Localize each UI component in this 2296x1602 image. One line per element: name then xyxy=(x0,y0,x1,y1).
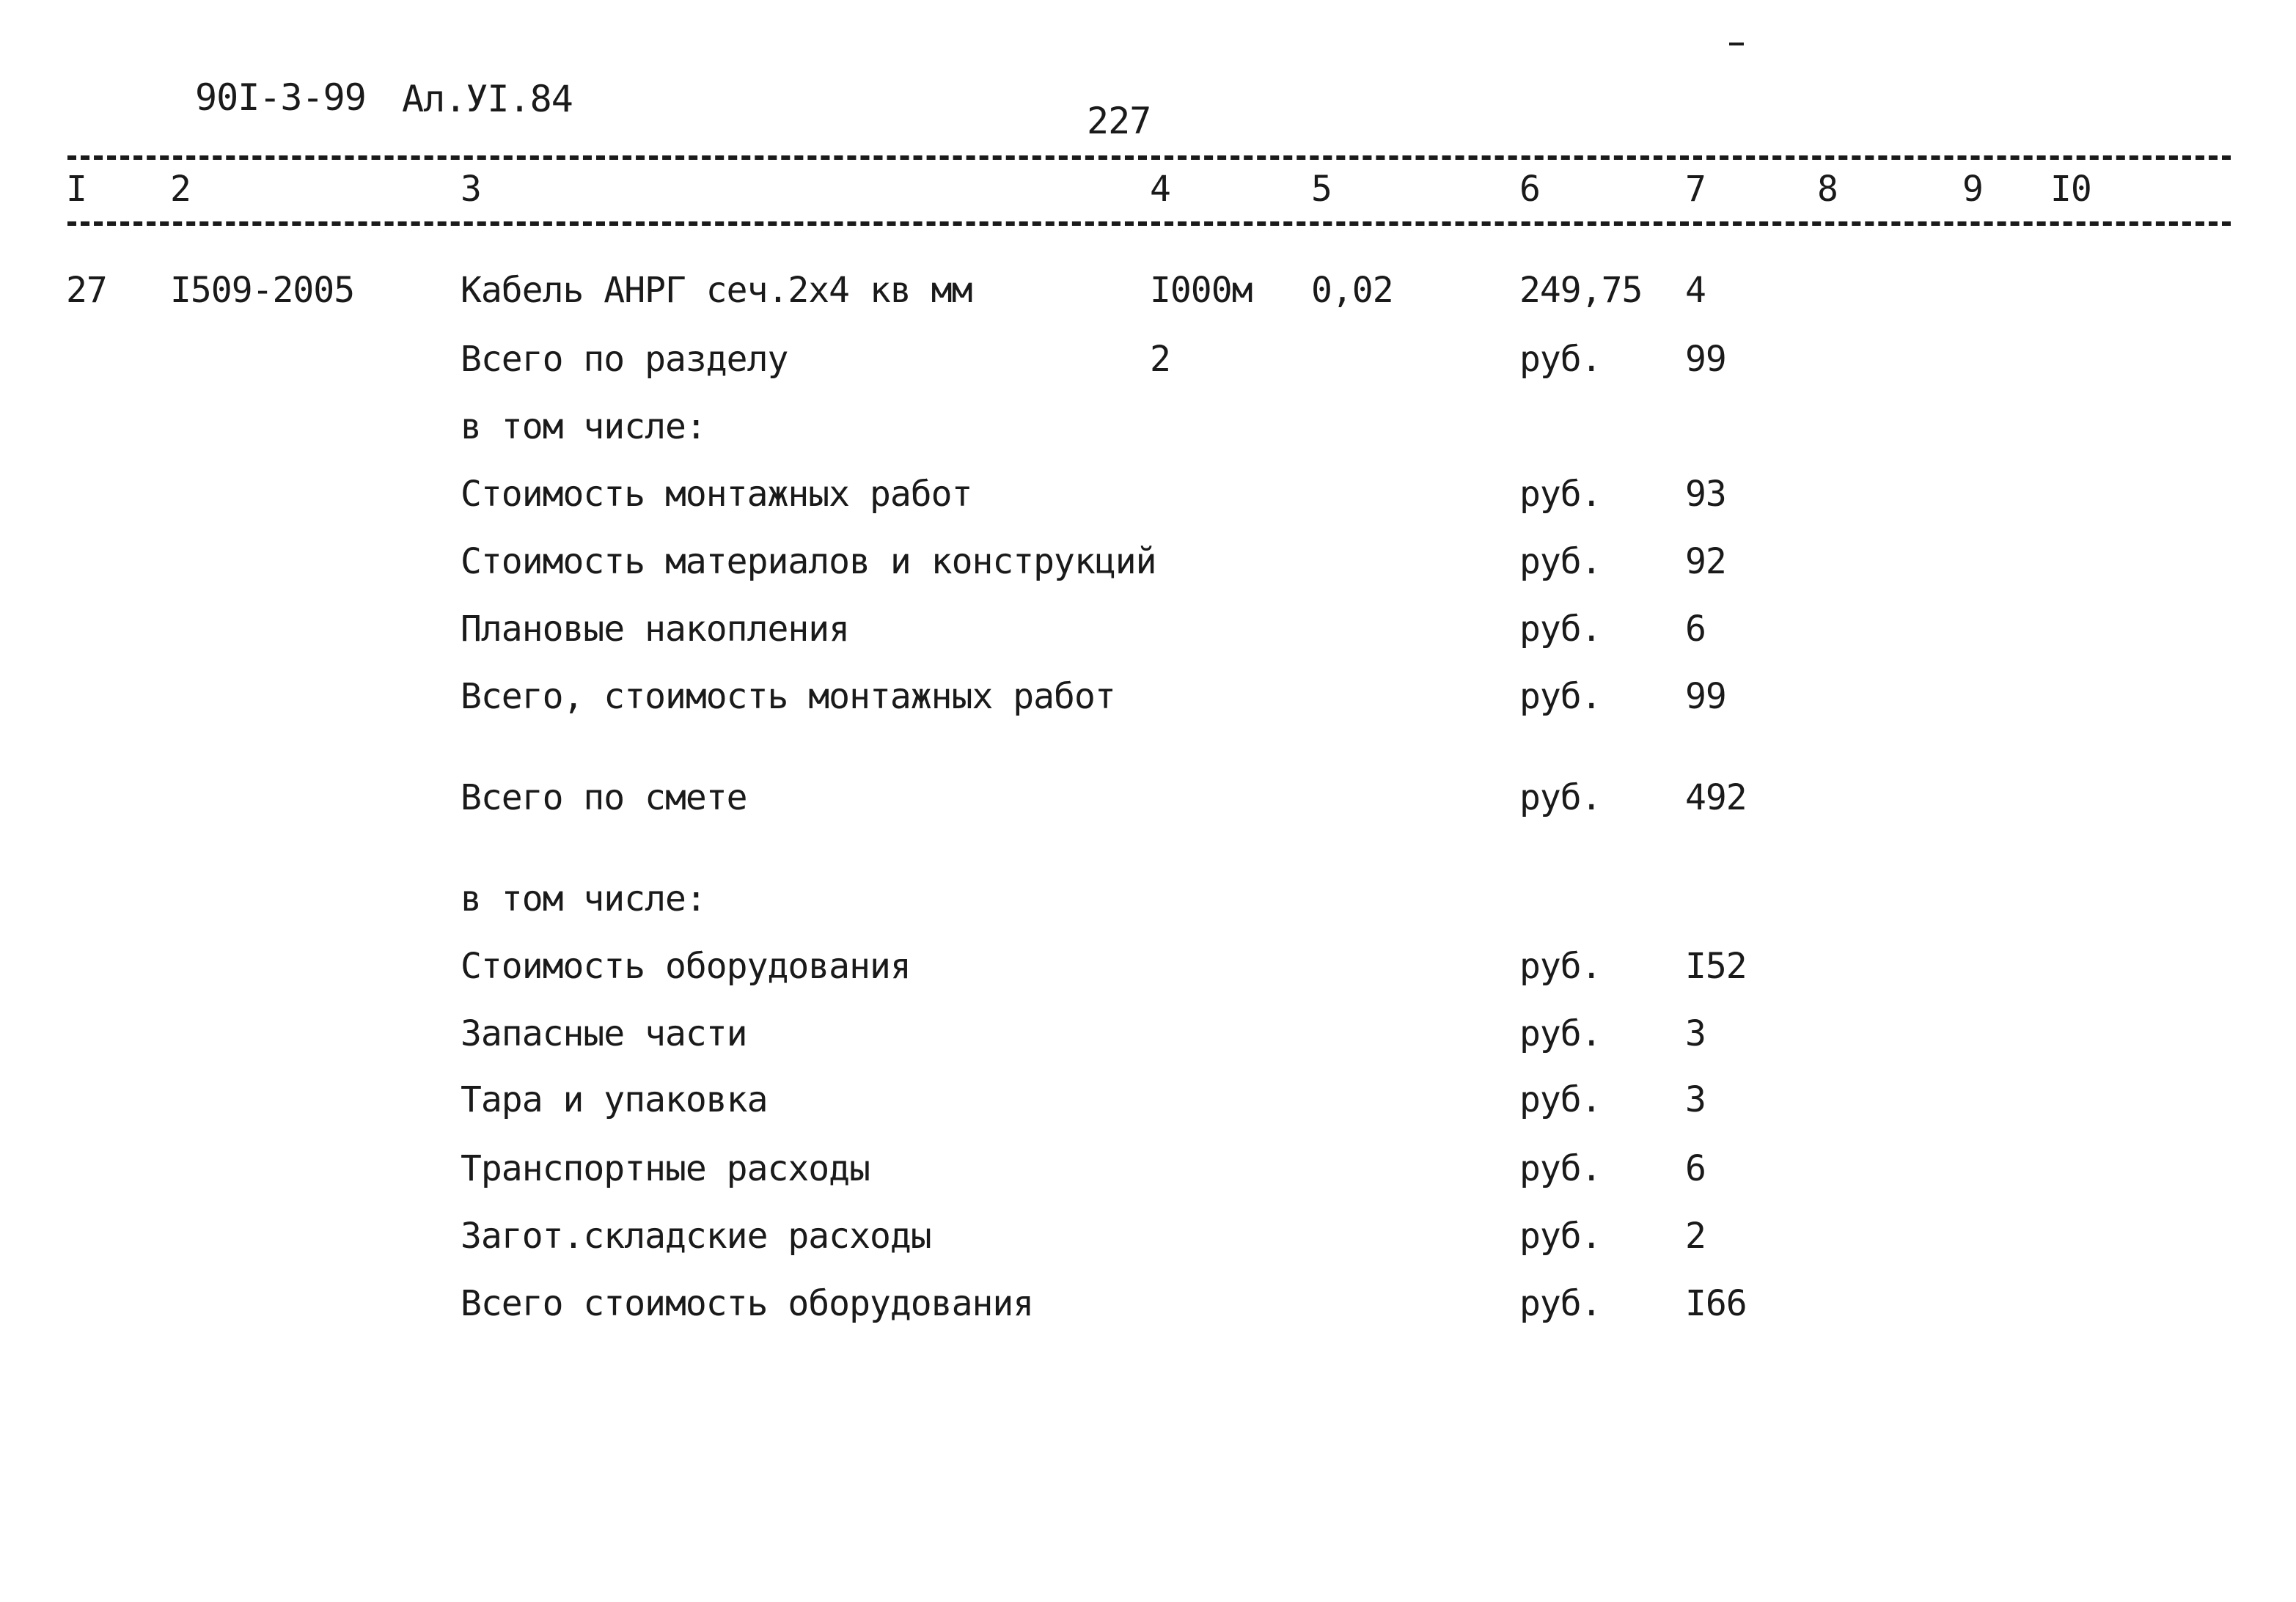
breakdown-label: Запасные части xyxy=(461,1013,747,1054)
breakdown-value: 2 xyxy=(1685,1216,1706,1257)
header-rule-bottom xyxy=(67,221,2231,226)
breakdown-label: Стоимость материалов и конструкций xyxy=(461,541,1156,582)
breakdown-value: 3 xyxy=(1685,1013,1706,1054)
estimate-total-value: 492 xyxy=(1685,777,1747,818)
stray-mark xyxy=(1729,43,1744,45)
column-header: 8 xyxy=(1817,169,1838,210)
section-total-unit: руб. xyxy=(1519,339,1602,380)
section-total-col4: 2 xyxy=(1150,339,1170,380)
page-number: 227 xyxy=(1087,100,1151,142)
breakdown-value: 93 xyxy=(1685,474,1726,515)
album-code: Ал.УI.84 xyxy=(402,78,573,120)
breakdown-label: Загот.складские расходы xyxy=(461,1216,931,1257)
column-header: 9 xyxy=(1962,169,1983,210)
breakdown-unit: руб. xyxy=(1519,609,1602,650)
estimate-total-unit: руб. xyxy=(1519,777,1602,818)
breakdown-value: 3 xyxy=(1685,1079,1706,1120)
column-header: 7 xyxy=(1685,169,1706,210)
breakdown-value: 99 xyxy=(1685,676,1726,717)
breakdown-value: I52 xyxy=(1685,946,1747,987)
breakdown-unit: руб. xyxy=(1519,676,1602,717)
item-total: 4 xyxy=(1685,270,1706,311)
breakdown-value: 92 xyxy=(1685,541,1726,582)
breakdown-value: 6 xyxy=(1685,609,1706,650)
item-unit: I000м xyxy=(1150,270,1252,311)
breakdown-unit: руб. xyxy=(1519,1079,1602,1120)
breakdown-value: I66 xyxy=(1685,1283,1747,1324)
item-number: 27 xyxy=(66,270,107,311)
item-quantity: 0,02 xyxy=(1311,270,1393,311)
doc-code: 90I-3-99 xyxy=(195,76,366,119)
estimate-total-label: Всего по смете xyxy=(461,777,747,818)
column-header: I xyxy=(66,169,87,210)
breakdown-unit: руб. xyxy=(1519,541,1602,582)
including-label: в том числе: xyxy=(461,878,706,919)
column-header: 3 xyxy=(461,169,481,210)
breakdown-value: 6 xyxy=(1685,1148,1706,1189)
breakdown-label: Всего стоимость оборудования xyxy=(461,1283,1034,1324)
section-total-label: Всего по разделу xyxy=(461,339,788,380)
breakdown-unit: руб. xyxy=(1519,474,1602,515)
item-name: Кабель АНРГ сеч.2х4 кв мм xyxy=(461,270,972,311)
breakdown-label: Стоимость монтажных работ xyxy=(461,474,972,515)
breakdown-unit: руб. xyxy=(1519,1148,1602,1189)
section-total-value: 99 xyxy=(1685,339,1726,380)
item-code: I509-2005 xyxy=(170,270,355,311)
column-header: 6 xyxy=(1519,169,1540,210)
header-rule-top xyxy=(67,155,2231,160)
column-header: I0 xyxy=(2050,169,2091,210)
column-header: 2 xyxy=(170,169,191,210)
breakdown-unit: руб. xyxy=(1519,946,1602,987)
column-header: 4 xyxy=(1150,169,1170,210)
including-label: в том числе: xyxy=(461,406,706,447)
column-header: 5 xyxy=(1311,169,1332,210)
item-price: 249,75 xyxy=(1519,270,1643,311)
breakdown-label: Всего, стоимость монтажных работ xyxy=(461,676,1115,717)
breakdown-unit: руб. xyxy=(1519,1283,1602,1324)
breakdown-unit: руб. xyxy=(1519,1013,1602,1054)
breakdown-label: Стоимость оборудования xyxy=(461,946,911,987)
breakdown-unit: руб. xyxy=(1519,1216,1602,1257)
breakdown-label: Плановые накопления xyxy=(461,609,850,650)
breakdown-label: Транспортные расходы xyxy=(461,1148,870,1189)
breakdown-label: Тара и упаковка xyxy=(461,1079,768,1120)
